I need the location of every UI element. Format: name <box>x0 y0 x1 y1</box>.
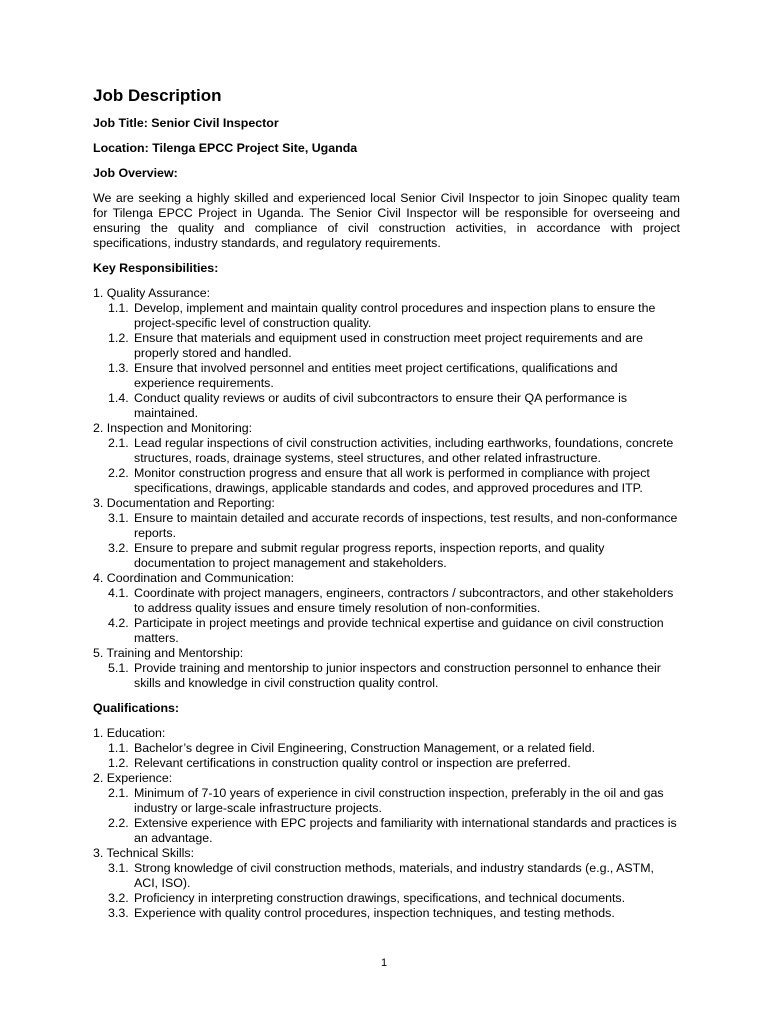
list-item <box>93 436 680 466</box>
list-section-title: 2. Inspection and Monitoring: <box>93 421 253 435</box>
qualifications-list <box>93 726 680 921</box>
list-item <box>93 586 680 616</box>
list-section-title: 4. Coordination and Communication: <box>93 571 295 585</box>
list-item-text: Ensure that materials and equipment used in construction meet project requirements and are properly stored and handled. <box>134 331 643 360</box>
list-item-text: Experience with quality control procedures, inspection techniques, and testing methods. <box>134 906 615 920</box>
list-item <box>93 361 680 391</box>
job-location: Location: Tilenga EPCC Project Site, Uganda <box>93 141 358 155</box>
list-item <box>93 816 680 846</box>
list-item-number: 3.1. <box>108 861 129 875</box>
list-item-number: 4.2. <box>108 616 129 630</box>
list-item-number: 3.2. <box>108 541 129 555</box>
list-item-text: Minimum of 7-10 years of experience in civil construction inspection, preferably in the oil and gas industry or large-scale infrastructure projects. <box>134 786 664 815</box>
responsibilities-list <box>93 286 680 691</box>
list-item <box>93 511 680 541</box>
list-item-text: Provide training and mentorship to junior inspectors and construction personnel to enhance their skills and knowledge in civil construction quality control. <box>134 661 661 690</box>
list-item <box>93 861 680 891</box>
list-item-number: 4.1. <box>108 586 129 600</box>
list-item-text: Participate in project meetings and provide technical expertise and guidance on civil construction matters. <box>134 616 664 645</box>
qualifications-heading: Qualifications: <box>93 701 180 715</box>
list-item-number: 2.2. <box>108 816 129 830</box>
list-item-text: Ensure that involved personnel and entities meet project certifications, qualifications and experience requirements. <box>134 361 618 390</box>
list-item <box>93 661 680 691</box>
list-item <box>93 891 680 906</box>
list-item-number: 1.2. <box>108 756 129 770</box>
list-item-number: 2.1. <box>108 786 129 800</box>
list-item <box>93 301 680 331</box>
list-item-number: 1.4. <box>108 391 129 405</box>
list-item-number: 1.2. <box>108 331 129 345</box>
list-item-text: Strong knowledge of civil construction methods, materials, and industry standards (e.g., ASTM, ACI, ISO). <box>134 861 654 890</box>
list-item-number: 1.1. <box>108 301 129 315</box>
list-item-number: 3.2. <box>108 891 129 905</box>
list-item-text: Bachelor’s degree in Civil Engineering, Construction Management, or a related field. <box>134 741 596 755</box>
list-item <box>93 616 680 646</box>
list-item <box>93 391 680 421</box>
list-item <box>93 466 680 496</box>
list-section-title: 3. Documentation and Reporting: <box>93 496 275 510</box>
list-section-title: 3. Technical Skills: <box>93 846 195 860</box>
overview-heading: Job Overview: <box>93 166 178 180</box>
list-item <box>93 741 680 756</box>
list-item-number: 1.3. <box>108 361 129 375</box>
responsibilities-heading: Key Responsibilities: <box>93 261 219 275</box>
list-item-text: Extensive experience with EPC projects and familiarity with international standards and practices is an advantage. <box>134 816 677 845</box>
list-item-text: Ensure to maintain detailed and accurate records of inspections, test results, and non-conformance reports. <box>134 511 678 540</box>
list-item-text: Develop, implement and maintain quality control procedures and inspection plans to ensure the project-specific level of construction quality. <box>134 301 656 330</box>
list-item <box>93 331 680 361</box>
list-item-text: Conduct quality reviews or audits of civil subcontractors to ensure their QA performance is maintained. <box>134 391 628 420</box>
list-item-number: 3.3. <box>108 906 129 920</box>
list-item-text: Proficiency in interpreting construction drawings, specifications, and technical documents. <box>134 891 626 905</box>
page-number: 1 <box>380 957 388 969</box>
list-section-title: 1. Education: <box>93 726 166 740</box>
list-item-text: Monitor construction progress and ensure that all work is performed in compliance with project specifications, drawings, applicable standards and codes, and approved procedures and ITP. <box>134 466 650 495</box>
list-item <box>93 906 680 921</box>
list-section-title: 1. Quality Assurance: <box>93 286 211 300</box>
list-item-text: Relevant certifications in construction quality control or inspection are preferred. <box>134 756 571 770</box>
document-title: Job Description <box>93 86 222 105</box>
list-item <box>93 756 680 771</box>
list-section-title: 2. Experience: <box>93 771 173 785</box>
list-item <box>93 786 680 816</box>
job-title: Job Title: Senior Civil Inspector <box>93 116 279 130</box>
list-item-number: 2.2. <box>108 466 129 480</box>
list-section-title: 5. Training and Mentorship: <box>93 646 244 660</box>
list-item-number: 3.1. <box>108 511 129 525</box>
list-item-number: 5.1. <box>108 661 129 675</box>
list-item <box>93 541 680 571</box>
overview-paragraph: We are seeking a highly skilled and experienced local Senior Civil Inspector to join Sinopec quality team for Tilenga EPCC Project in Uganda. The Senior Civil Inspector will be responsible for overseeing and ensuring the quality and compliance of civil construction activities, in accordance with project specifications, industry standards, and regulatory requirements. <box>93 191 680 250</box>
list-item-text: Lead regular inspections of civil construction activities, including earthworks, foundations, concrete structures, roads, drainage systems, steel structures, and other related infrastructure. <box>134 436 674 465</box>
list-item-text: Ensure to prepare and submit regular progress reports, inspection reports, and quality documentation to project management and stakeholders. <box>134 541 605 570</box>
list-item-number: 2.1. <box>108 436 129 450</box>
list-item-number: 1.1. <box>108 741 129 755</box>
list-item-text: Coordinate with project managers, engineers, contractors / subcontractors, and other stakeholders to address quality issues and ensure timely resolution of non-conformities. <box>134 586 674 615</box>
